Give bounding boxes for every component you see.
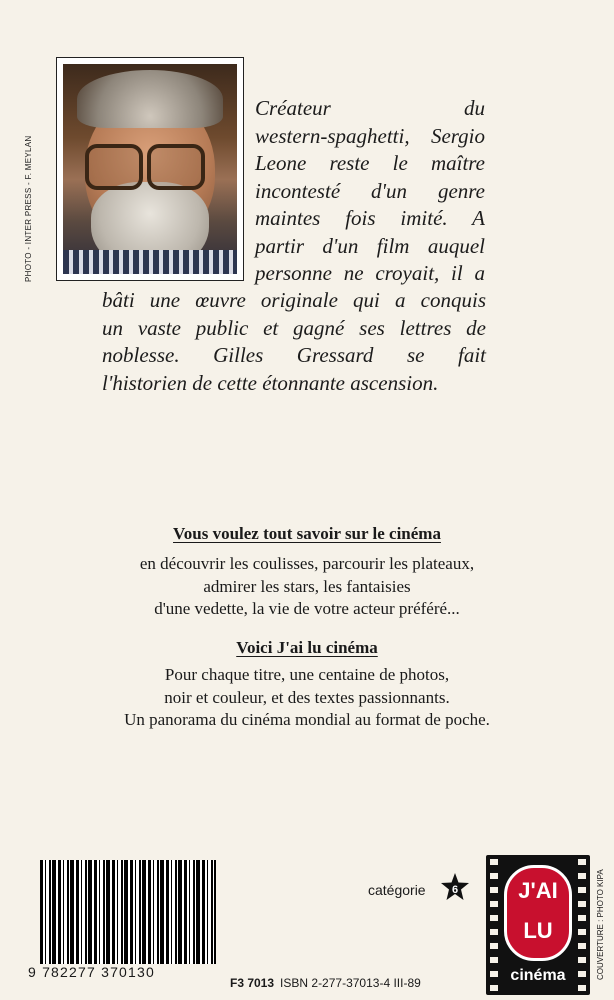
- barcode-bars: [40, 860, 216, 968]
- logo-jai: J'AI: [518, 878, 558, 903]
- text-line: noir et couleur, et des textes passionnants.: [164, 687, 450, 707]
- section2-heading: Voici J'ai lu cinéma: [236, 638, 378, 657]
- logo-lu: LU: [523, 918, 553, 943]
- section2-text: [0, 664, 614, 732]
- barcode: [28, 860, 216, 980]
- photo-credit: PHOTO - INTER PRESS - F. MEYLAN: [24, 135, 33, 282]
- text-line: d'une vedette, la vie de votre acteur préféré...: [154, 599, 460, 618]
- series-code: F3 7013: [230, 976, 275, 990]
- blurb-right-column: [255, 95, 485, 288]
- blurb-line: Créateur du: [255, 96, 485, 120]
- blurb-line: un vaste public et gagné ses lettres de: [102, 315, 486, 340]
- logo-badge: [504, 865, 572, 961]
- categorie-label: catégorie: [368, 882, 426, 898]
- section1-heading: Vous voulez tout savoir sur le cinéma: [173, 524, 441, 543]
- author-photo-frame: [56, 57, 244, 281]
- barcode-number: 9 782277 370130: [28, 964, 228, 980]
- blurb-line: l'historien de cette étonnante ascension.: [102, 370, 439, 395]
- isbn-line: [230, 976, 421, 990]
- cover-credit: COUVERTURE : PHOTO KIPA: [596, 869, 605, 980]
- section1-text: [0, 553, 614, 621]
- text-line: Un panorama du cinéma mondial au format de poche.: [124, 710, 490, 729]
- blurb-line: partir d'un film auquel: [255, 233, 485, 258]
- text-line: admirer les stars, les fantaisies: [203, 576, 411, 596]
- blurb-line: bâti une œuvre originale qui a conquis: [102, 288, 486, 312]
- blurb-line: incontesté d'un genre: [255, 178, 485, 203]
- blurb-line: Leone reste le maître: [255, 151, 485, 175]
- blurb-line: noblesse. Gilles Gressard se fait: [102, 343, 486, 367]
- categorie-value: 6: [451, 884, 459, 896]
- blurb-line: maintes fois imité. A: [255, 206, 485, 230]
- logo-cinema: cinéma: [510, 967, 566, 984]
- text-line: Pour chaque titre, une centaine de photos,: [164, 665, 450, 684]
- blurb-full-width: [102, 287, 486, 397]
- isbn-number: ISBN 2-277-37013-4 III-89: [280, 976, 421, 990]
- author-photo: [63, 64, 237, 274]
- blurb-line: western-spaghetti, Sergio: [255, 123, 485, 148]
- blurb-line: personne ne croyait, il a: [255, 261, 485, 285]
- category-star-icon: [440, 872, 470, 902]
- text-line: en découvrir les coulisses, parcourir les plateaux,: [139, 554, 475, 573]
- jai-lu-cinema-logo: [486, 855, 590, 995]
